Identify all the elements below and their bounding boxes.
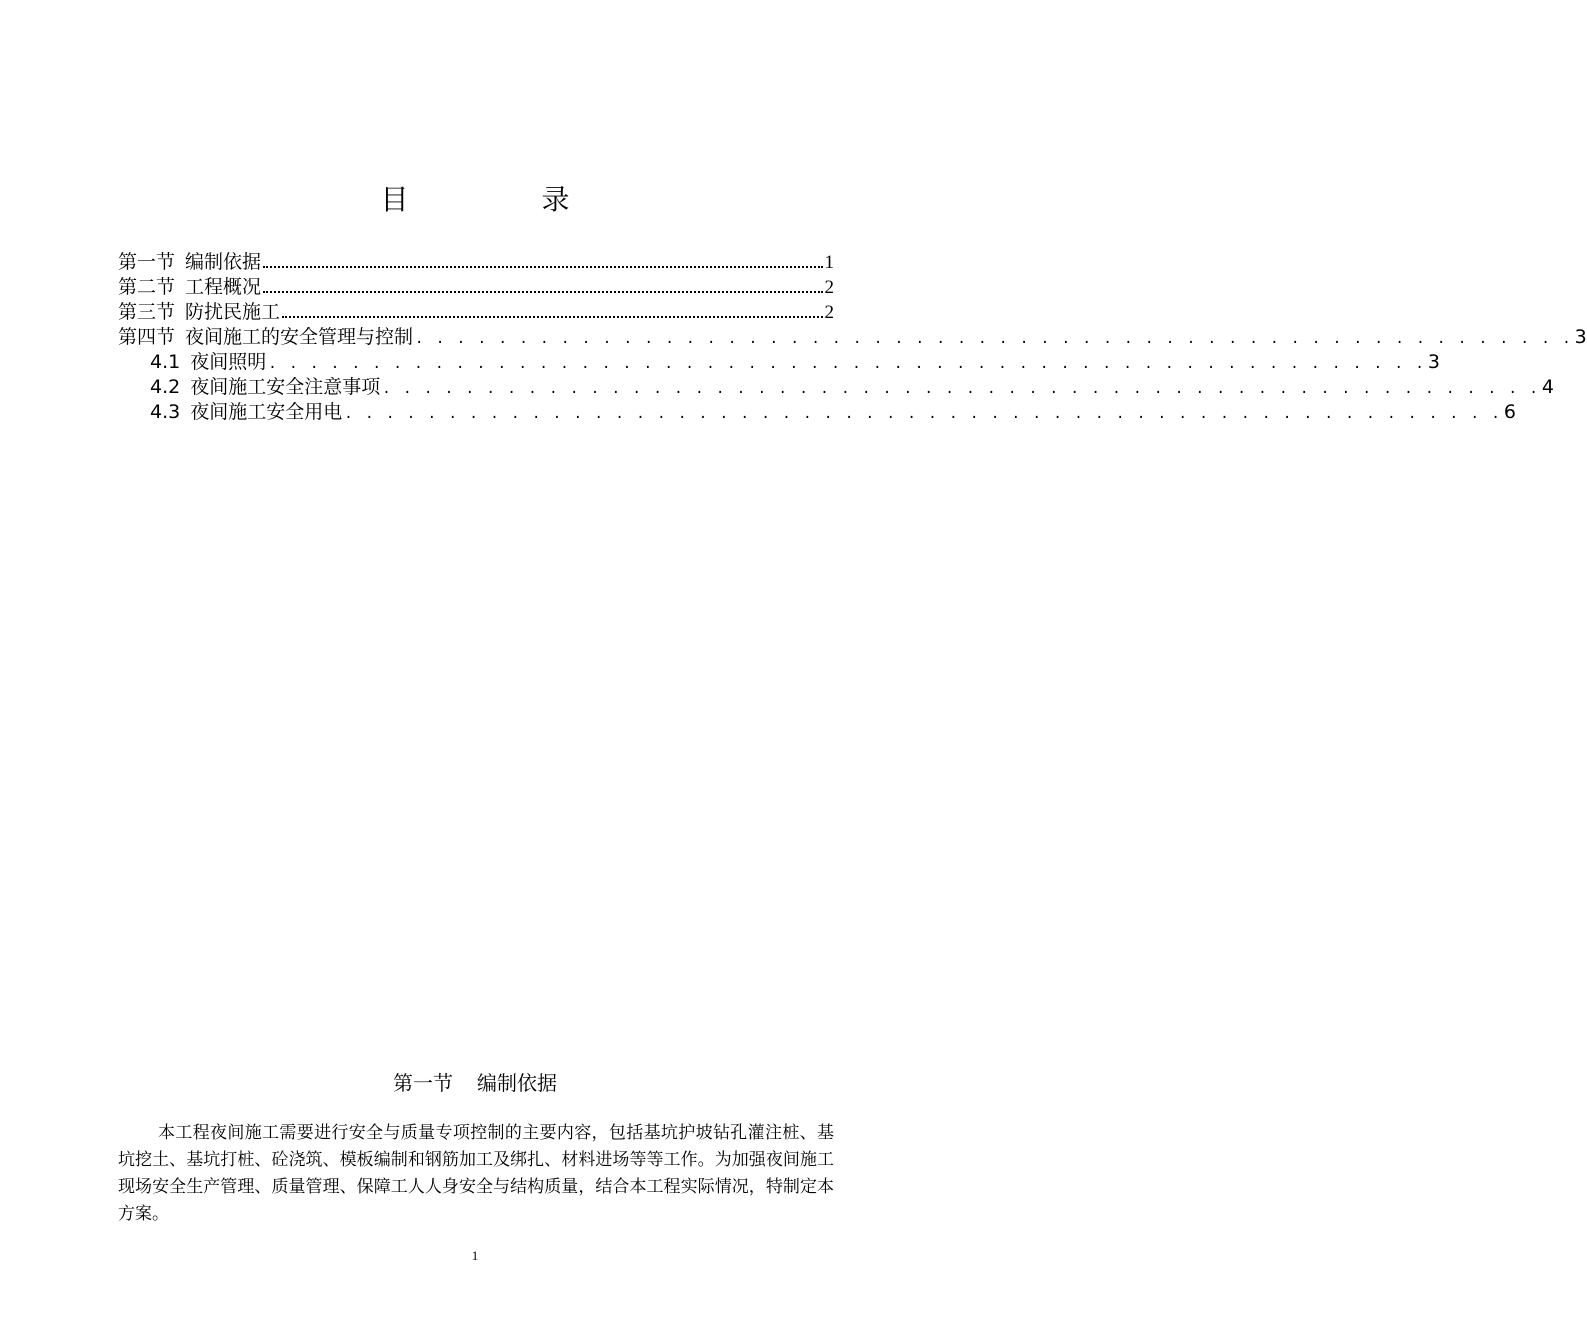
toc-entry-number: 第三节 <box>118 301 176 323</box>
toc-leader-dots: . . . . . . . . . . . . . . . . . . . . . . . . . . . . . . . . . . . . . . . . . . . . . . . . . . . . . . . . <box>415 331 1573 347</box>
toc-entry-label <box>150 400 342 425</box>
body-paragraph: 本工程夜间施工需要进行安全与质量专项控制的主要内容，包括基坑护坡钻孔灌注桩、基坑挖土、基坑打桩、砼浇筑、模板编制和钢筋加工及绑扎、材料进场等等工作。为加强夜间施工现场安全生产管理、质量管理、保障工人人身安全与结构质量，结合本工程实际情况，特制定本方案。 <box>118 1123 834 1224</box>
toc-entry-number: 第一节 <box>118 251 176 273</box>
toc-entry-page: 3 <box>1574 326 1587 348</box>
toc-entry-label <box>150 350 266 375</box>
toc-entry-label <box>118 250 261 275</box>
toc-entry[interactable] <box>118 375 1554 400</box>
page-number: 1 <box>471 1248 479 1263</box>
toc-entry-page: 3 <box>1427 351 1440 373</box>
toc-entry-text: 夜间施工安全用电 <box>190 401 343 423</box>
toc-entry[interactable] <box>118 400 1516 425</box>
toc-leader-dots <box>263 291 822 293</box>
toc-entry[interactable] <box>118 275 834 300</box>
toc-entry-page: 1 <box>824 252 834 273</box>
toc-entry-text: 编制依据 <box>185 251 262 273</box>
toc-entry-label <box>118 325 413 350</box>
toc-entry-label <box>118 275 261 300</box>
toc-entry[interactable] <box>118 300 834 325</box>
toc-entry-number: 第二节 <box>118 276 176 298</box>
toc-entry-page: 4 <box>1541 376 1554 398</box>
toc-entry-text: 夜间照明 <box>190 351 267 373</box>
toc-entry-text: 夜间施工的安全管理与控制 <box>185 326 414 348</box>
toc-leader-dots: . . . . . . . . . . . . . . . . . . . . . . . . . . . . . . . . . . . . . . . . . . . . . . . . . . . . . . . . <box>382 381 1540 397</box>
toc-leader-dots <box>263 266 822 268</box>
toc-entry-number: 4.3 <box>150 401 181 423</box>
toc-entry-page: 2 <box>824 277 834 298</box>
toc-entry-page: 2 <box>824 302 834 323</box>
toc-entry-text: 工程概况 <box>185 276 262 298</box>
toc-entry-number: 4.2 <box>150 376 181 398</box>
toc-leader-dots: . . . . . . . . . . . . . . . . . . . . . . . . . . . . . . . . . . . . . . . . . . . . . . . . . . . . . . . . <box>344 406 1502 422</box>
toc-entry-label <box>150 375 380 400</box>
toc-entry-number: 4.1 <box>150 351 181 373</box>
toc-entry[interactable] <box>118 250 834 275</box>
section-heading <box>0 1068 950 1098</box>
section-title: 编制依据 <box>477 1071 557 1095</box>
toc-entry[interactable] <box>118 325 1587 350</box>
toc-entry-label <box>118 300 280 325</box>
table-of-contents <box>118 250 1587 425</box>
toc-leader-dots: . . . . . . . . . . . . . . . . . . . . . . . . . . . . . . . . . . . . . . . . . . . . . . . . . . . . . . . . <box>268 356 1426 372</box>
toc-entry-number: 第四节 <box>118 326 176 348</box>
toc-leader-dots <box>282 316 822 318</box>
toc-entry-page: 6 <box>1503 401 1516 423</box>
toc-entry[interactable] <box>118 350 1440 375</box>
toc-entry-text: 夜间施工安全注意事项 <box>190 376 381 398</box>
toc-entry-text: 防扰民施工 <box>185 301 281 323</box>
toc-title: 目 录 <box>380 183 632 216</box>
section-number: 第一节 <box>393 1071 453 1095</box>
